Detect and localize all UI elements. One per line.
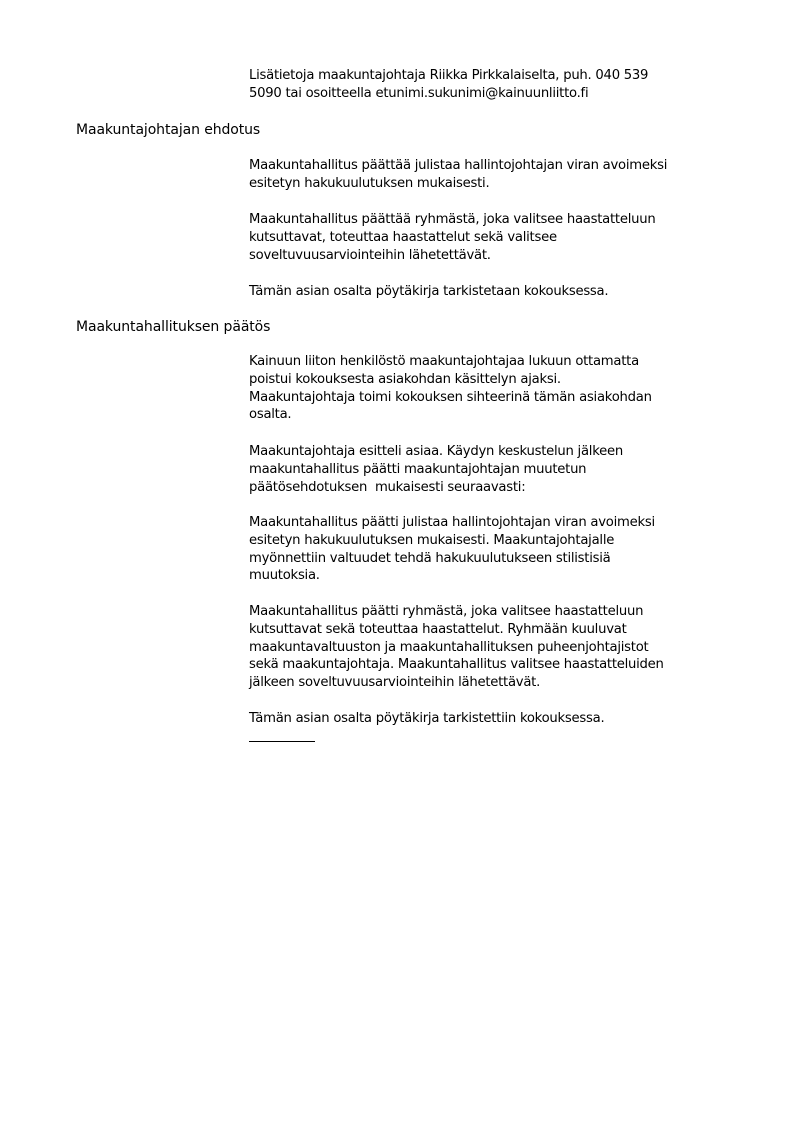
decision-heading: Maakuntahallituksen päätös bbox=[76, 319, 271, 335]
proposal-paragraph-1 bbox=[249, 157, 759, 193]
text-line: Kainuun liiton henkilöstö maakuntajohtajaa lukuun ottamatta bbox=[249, 354, 639, 369]
text-line: soveltuvuusarviointeihin lähetettävät. bbox=[249, 247, 491, 263]
text-line: Maakuntahallitus päättää julistaa hallintojohtajan viran avoimeksi bbox=[249, 158, 668, 173]
text-line: Tämän asian osalta pöytäkirja tarkistettiin kokouksessa. bbox=[249, 711, 605, 726]
text-line: jälkeen soveltuvuusarviointeihin lähetettävät. bbox=[249, 675, 541, 691]
text-line: osalta. bbox=[249, 407, 292, 423]
text-line: Tämän asian osalta pöytäkirja tarkistetaan kokouksessa. bbox=[249, 284, 609, 299]
contact-info-line-1: Lisätietoja maakuntajohtaja Riikka Pirkkalaiselta, puh. 040 539 bbox=[249, 68, 649, 83]
text-line: esitetyn hakukuulutuksen mukaisesti. Maakuntajohtajalle bbox=[249, 532, 615, 548]
contact-info bbox=[249, 67, 759, 103]
text-line: sekä maakuntajohtaja. Maakuntahallitus valitsee haastatteluiden bbox=[249, 657, 664, 673]
contact-info-line-2: 5090 tai osoitteella etunimi.sukunimi@kainuunliitto.fi bbox=[249, 85, 589, 101]
text-line: esitetyn hakukuulutuksen mukaisesti. bbox=[249, 175, 490, 191]
proposal-paragraph-2 bbox=[249, 211, 759, 264]
text-line: Maakuntahallitus päätti ryhmästä, joka valitsee haastatteluun bbox=[249, 604, 644, 619]
decision-paragraph-5 bbox=[249, 710, 759, 728]
text-line: päätösehdotuksen mukaisesti seuraavasti: bbox=[249, 479, 526, 495]
text-line: maakuntavaltuuston ja maakuntahallituksen puheenjohtajistot bbox=[249, 639, 649, 655]
text-line: Maakuntahallitus päätti julistaa hallintojohtajan viran avoimeksi bbox=[249, 515, 655, 530]
text-line: kutsuttavat, toteuttaa haastattelut sekä valitsee bbox=[249, 229, 557, 245]
decision-paragraph-3 bbox=[249, 514, 759, 585]
proposal-heading: Maakuntajohtajan ehdotus bbox=[76, 122, 261, 138]
text-line: myönnettiin valtuudet tehdä hakukuulutukseen stilistisiä bbox=[249, 550, 611, 566]
text-line: Maakuntahallitus päättää ryhmästä, joka valitsee haastatteluun bbox=[249, 212, 656, 227]
decision-paragraph-1 bbox=[249, 353, 759, 424]
closing-rule bbox=[249, 741, 315, 742]
text-line: Maakuntajohtaja toimi kokouksen sihteerinä tämän asiakohdan bbox=[249, 389, 652, 405]
decision-paragraph-4 bbox=[249, 603, 759, 692]
text-line: kutsuttavat sekä toteuttaa haastattelut. Ryhmään kuuluvat bbox=[249, 621, 627, 637]
text-line: Maakuntajohtaja esitteli asiaa. Käydyn keskustelun jälkeen bbox=[249, 444, 623, 459]
text-line: muutoksia. bbox=[249, 568, 320, 584]
proposal-paragraph-3 bbox=[249, 283, 759, 301]
decision-paragraph-2 bbox=[249, 443, 759, 496]
text-line: poistui kokouksesta asiakohdan käsittelyn ajaksi. bbox=[249, 371, 561, 387]
text-line: maakuntahallitus päätti maakuntajohtajan muutetun bbox=[249, 461, 587, 477]
